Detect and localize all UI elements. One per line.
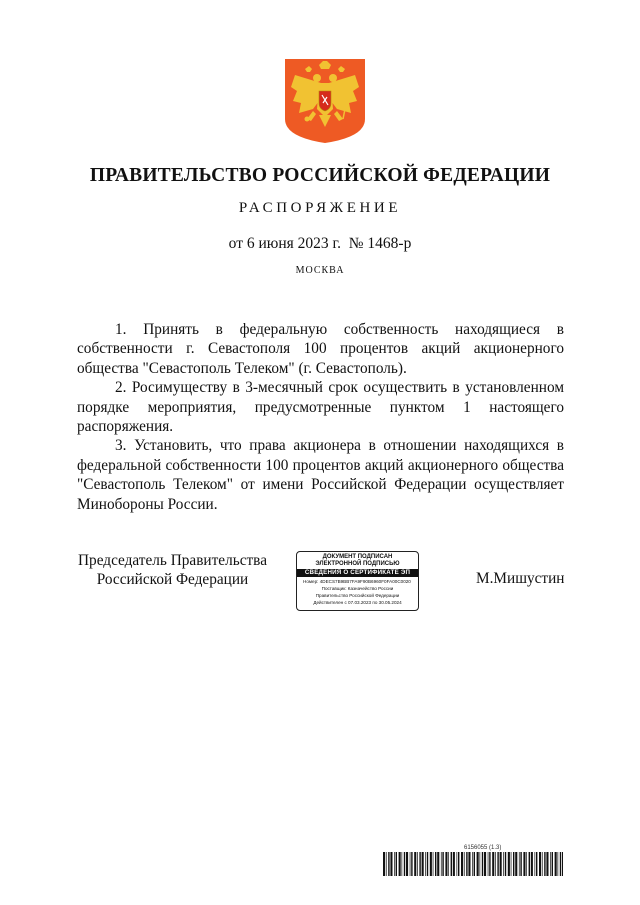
government-title: ПРАВИТЕЛЬСТВО РОССИЙСКОЙ ФЕДЕРАЦИИ	[89, 165, 551, 186]
stamp-supplier-line-1: Поставщик: Казначейство России	[321, 586, 394, 591]
barcode-icon	[383, 852, 563, 876]
stamp-certificate-number: Номер: 4DECS7B9BB7FA9F90B6960F0FA00C0020	[303, 579, 411, 584]
paragraph-3: 3. Установить, что права акционера в отношении находящихся в федеральной собственности 100 процентов акций акционерного общества "Севастополь Телеком" от имени Российской Федерации осуществляет Минобороны России.	[77, 437, 564, 513]
electronic-signature-stamp	[296, 551, 419, 611]
signer-position-line-2: Российской Федерации	[96, 571, 249, 588]
paragraph-1: 1. Принять в федеральную собственность находящиеся в собственности г. Севастополя 100 процентов акций акционерного общества "Севастополь Телеком" (г. Севастополь).	[77, 321, 564, 377]
stamp-certificate-bar: СВЕДЕНИЯ О СЕРТИФИКАТЕ ЭП	[297, 569, 418, 577]
signer-position	[78, 551, 267, 589]
coat-of-arms-emblem	[283, 57, 367, 145]
city-label: МОСКВА	[295, 265, 345, 276]
stamp-header-line-1: ДОКУМЕНТ ПОДПИСАН	[322, 554, 393, 560]
signer-position-line-1: Председатель Правительства	[78, 552, 267, 569]
barcode-label: 6156055 (1.3)	[464, 845, 502, 851]
stamp-header-line-2: ЭЛЕКТРОННОЙ ПОДПИСЬЮ	[315, 561, 400, 567]
paragraph-2: 2. Росимуществу в 3-месячный срок осуществить в установленном порядке мероприятия, предусмотренные пунктом 1 настоящего распоряжения.	[77, 379, 564, 436]
stamp-validity: Действителен с 07.03.2023 по 30.05.2024	[313, 600, 402, 605]
document-type: РАСПОРЯЖЕНИЕ	[238, 200, 402, 216]
document-body	[77, 320, 564, 514]
signer-name: М.Мишустин	[476, 570, 565, 587]
date-and-number: от 6 июня 2023 г. № 1468-р	[228, 235, 412, 252]
stamp-supplier-line-2: Правительство Российской Федерации	[315, 593, 400, 598]
